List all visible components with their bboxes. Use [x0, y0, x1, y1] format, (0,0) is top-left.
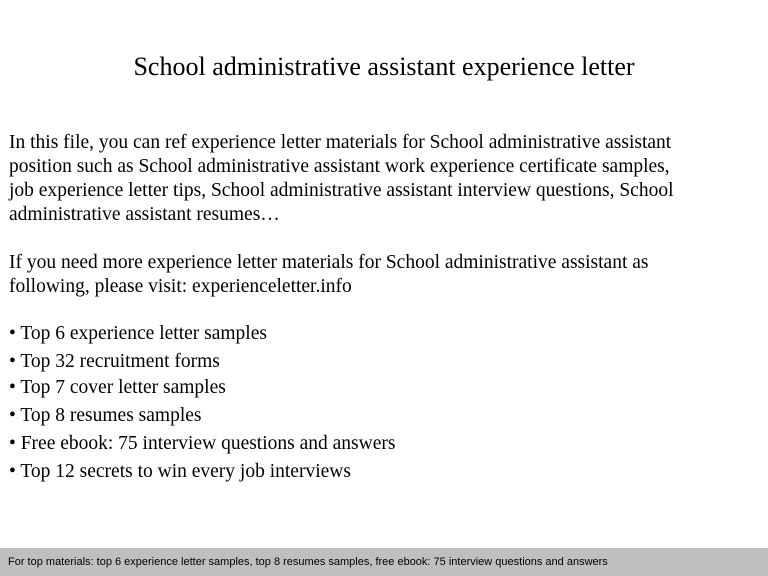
intro-line: job experience letter tips, School administrative assistant interview questions, School	[9, 180, 674, 201]
list-item: • Top 12 secrets to win every job interviews	[9, 461, 351, 482]
list-item: • Top 32 recruitment forms	[9, 351, 220, 372]
page-title: School administrative assistant experience letter	[133, 52, 635, 81]
list-item: • Top 8 resumes samples	[9, 405, 202, 426]
visit-line: If you need more experience letter materials for School administrative assistant as	[9, 252, 649, 273]
intro-line: administrative assistant resumes…	[9, 204, 280, 225]
list-item: • Top 7 cover letter samples	[9, 377, 226, 398]
intro-line: position such as School administrative assistant work experience certificate samples,	[9, 156, 670, 177]
intro-line: In this file, you can ref experience letter materials for School administrative assistant	[9, 132, 672, 153]
visit-paragraph	[9, 251, 764, 299]
visit-line: following, please visit: experienceletter.info	[9, 276, 352, 297]
list-item: • Top 6 experience letter samples	[9, 323, 267, 344]
intro-paragraph	[9, 131, 764, 227]
list-item: • Free ebook: 75 interview questions and answers	[9, 433, 396, 454]
materials-list	[9, 320, 395, 486]
footer-bar: For top materials: top 6 experience letter samples, top 8 resumes samples, free ebook: 75 interview questions and answers	[0, 548, 768, 576]
